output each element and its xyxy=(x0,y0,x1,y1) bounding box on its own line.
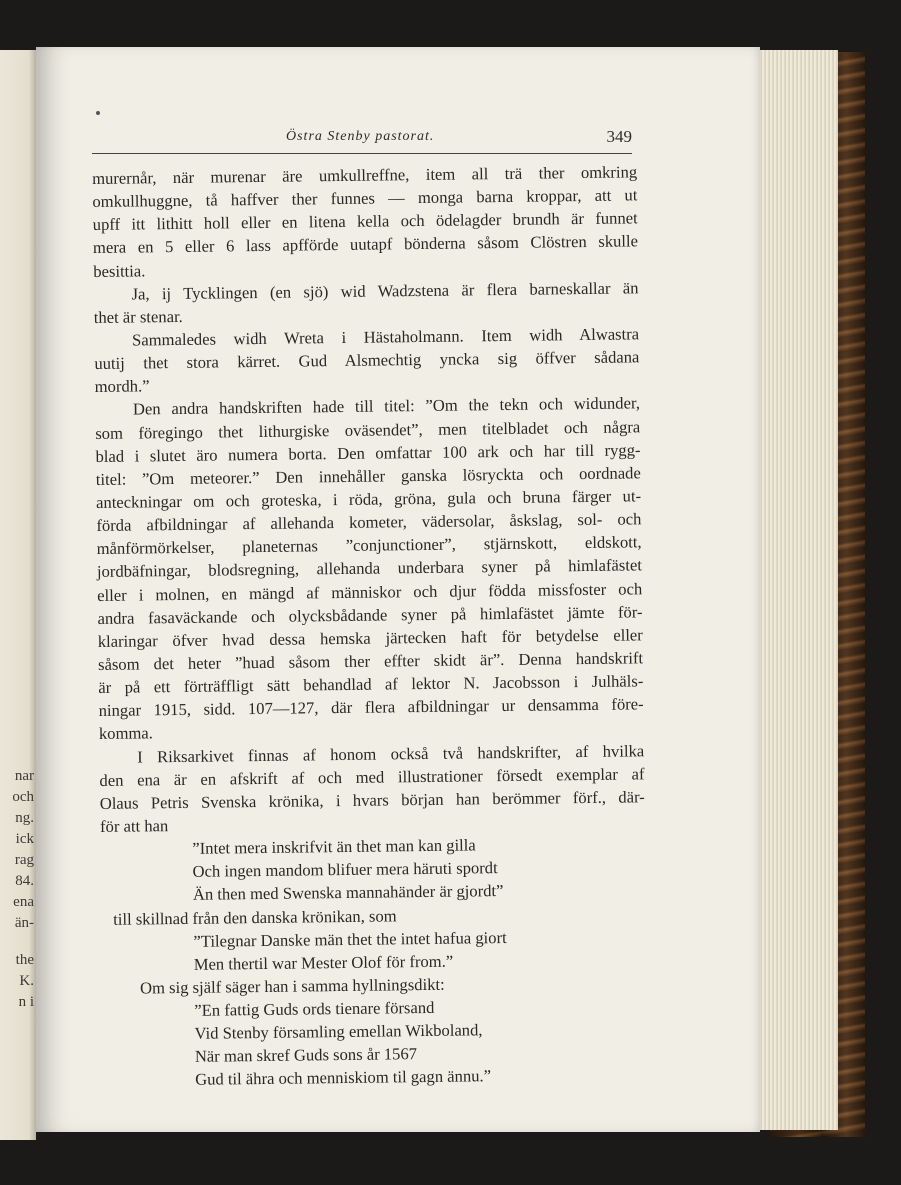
verse-line: Och ingen mandom blifuer mera häruti spordt xyxy=(192,858,498,882)
left-page xyxy=(0,50,36,1140)
left-fragment: ick xyxy=(15,831,34,847)
verse-line: När man skref Guds sons år 1567 xyxy=(194,1044,418,1067)
text-line: Om sig själf säger han i samma hyllningsdikt: xyxy=(139,974,445,998)
left-fragment: n i xyxy=(18,994,34,1010)
text-line: titel: ”Om meteorer.” Den innehåller ganska lösryckta och oordnade xyxy=(95,463,641,489)
text-line: Sammaledes widh Wreta i Hästaholmann. Item widh Alwastra xyxy=(132,324,640,350)
running-head xyxy=(92,129,632,154)
ink-speck xyxy=(96,111,100,115)
text-line: den ena är en afskrift af och med illustrationer försedt exemplar af xyxy=(99,763,645,790)
page-edges xyxy=(758,50,838,1130)
text-line: månförmörkelser, planeternas ”conjunctioner”, stjärnskott, eldskott, xyxy=(96,532,642,559)
text-line: jordbäfningar, blodsregning, allehanda underbara syner på himlafästet xyxy=(96,555,643,582)
text-line: till skillnad från den danska krönikan, som xyxy=(113,905,397,929)
verse-line: ”Intet mera inskrifvit än thet man kan gilla xyxy=(192,835,476,858)
left-fragment: nar xyxy=(14,768,34,784)
book-page xyxy=(36,47,760,1132)
page-number: 349 xyxy=(606,127,632,146)
verse-line: ”En fattig Guds ords tienare försand xyxy=(194,997,435,1020)
text-line: mera en 5 eller 6 lass apfförde uutapf bönderna såsom Clöstren skulle xyxy=(92,231,639,258)
left-fragment: ng. xyxy=(15,810,34,826)
left-fragment: ena xyxy=(13,894,34,910)
text-line: uutij thet stora kärret. Gud Alsmechtig yncka sig öffver sådana xyxy=(94,347,640,374)
left-fragment: the xyxy=(15,952,34,968)
text-line: förda afbildningar af allehanda kometer, vädersolar, åskslag, sol- och xyxy=(96,509,642,536)
text-line: mordh.” xyxy=(94,376,150,397)
text-line: murernår, när murenar äre umkullreffne, item all trä ther omkring xyxy=(92,162,638,188)
left-fragment: 84. xyxy=(15,873,34,889)
verse-line: Gud til ähra och menniskiom til gagn ännu.” xyxy=(195,1066,492,1090)
text-line: eller i molnen, en mängd af människor och djur födda missfoster och xyxy=(97,578,643,605)
verse-line: Än then med Swenska mannahänder är gjordt” xyxy=(192,881,504,905)
verse-line: ”Tilegnar Danske män thet the intet hafua giort xyxy=(193,927,507,951)
text-line: såsom det heter ”huad såsom ther effter skidt är”. Denna handskrift xyxy=(97,648,644,674)
text-line: är på ett förträffligt sätt behandlad af lektor N. Jacobsson i Julhäls- xyxy=(98,671,644,698)
text-line: Olaus Petris Svenska krönika, i hvars början han berömmer förf., där- xyxy=(99,787,645,813)
running-title: Östra Stenby pastorat. xyxy=(286,129,435,144)
text-line: komma. xyxy=(98,723,153,744)
text-line: I Riksarkivet finnas af honom också två handskrifter, af hvilka xyxy=(137,740,645,767)
text-line: thet är stenar. xyxy=(93,306,183,327)
text-line: klaringar öfver hvad dessa hemska järtecken haft för betydelse eller xyxy=(97,625,643,651)
left-fragment: och xyxy=(12,789,34,805)
text-line: besittia. xyxy=(93,260,146,281)
text-line: omkullhuggne, tå haffver ther funnes — monga barna kroppar, att ut xyxy=(92,185,638,212)
verse-line: Men thertil war Mester Olof för from.” xyxy=(193,951,454,974)
text-line: andra fasaväckande och olycksbådande syner på himlafästet jämte för- xyxy=(97,601,643,628)
text-line: för att han xyxy=(99,816,169,836)
left-fragment: K. xyxy=(19,973,34,989)
text-line: Den andra handskriften hade till titel: ”Om the tekn och widunder, xyxy=(132,393,641,419)
text-line: blad i slutet äro numera borta. Den omfattar 100 ark och har till rygg- xyxy=(95,440,641,466)
text-line: som föregingo thet lithurgiske oväsendet”, men titelbladet och några xyxy=(95,416,641,443)
left-fragment: rag xyxy=(14,852,34,868)
left-fragment: än- xyxy=(14,915,34,931)
verse-line: Vid Stenby församling emellan Wikboland, xyxy=(194,1020,483,1044)
text-line: Ja, ij Tycklingen (en sjö) wid Wadzstena är flera barneskallar än xyxy=(131,278,639,304)
text-line: anteckningar om och groteska, i röda, gröna, gula och bruna färger ut- xyxy=(95,486,642,512)
text-line: ningar 1915, sidd. 107—127, där flera afbildningar ur densamma före- xyxy=(98,694,644,721)
body-text xyxy=(92,160,648,1092)
text-line: upff itt lithitt holl eller en litena kella och ödelagder brundh är funnet xyxy=(92,208,638,235)
